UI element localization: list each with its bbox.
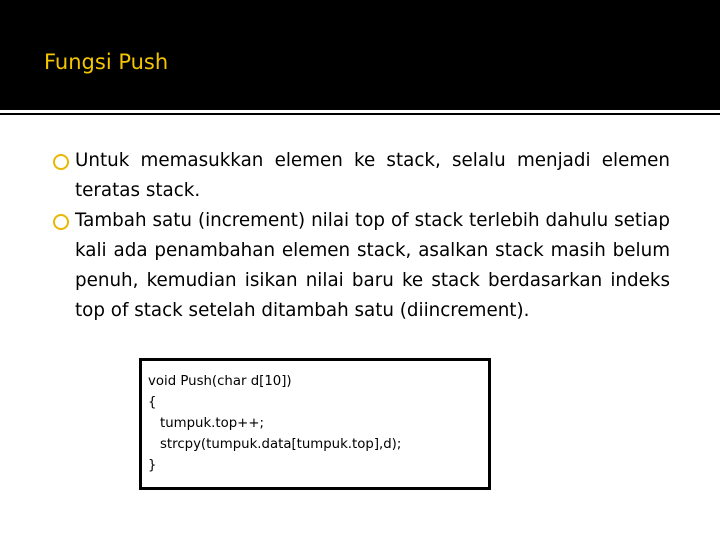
bullet-circle-icon (53, 214, 69, 230)
bullet-item (0, 206, 670, 326)
code-block (139, 358, 491, 490)
bullet-text: Tambah satu (increment) nilai top of stack terlebih dahulu setiap kali ada penambahan elemen stack, asalkan stack masih belum penuh, kemudian isikan nilai baru ke stack berdasarkan indeks top of stack setelah ditambah satu (diincrement). (75, 210, 670, 321)
title-bar (0, 0, 720, 110)
code-line: } (148, 458, 157, 473)
bullet-item (0, 146, 670, 206)
slide-title: Fungsi Push (44, 50, 169, 74)
bullet-circle-icon (53, 154, 69, 170)
code-line: void Push(char d[10]) (148, 374, 292, 389)
bullet-list (0, 146, 720, 326)
bullet-text: Untuk memasukkan elemen ke stack, selalu menjadi elemen teratas stack. (75, 150, 670, 201)
code-line: strcpy(tumpuk.data[tumpuk.top],d); (160, 437, 402, 452)
code-line: { (148, 395, 157, 410)
code-line: tumpuk.top++; (160, 416, 264, 431)
title-divider (0, 113, 720, 115)
